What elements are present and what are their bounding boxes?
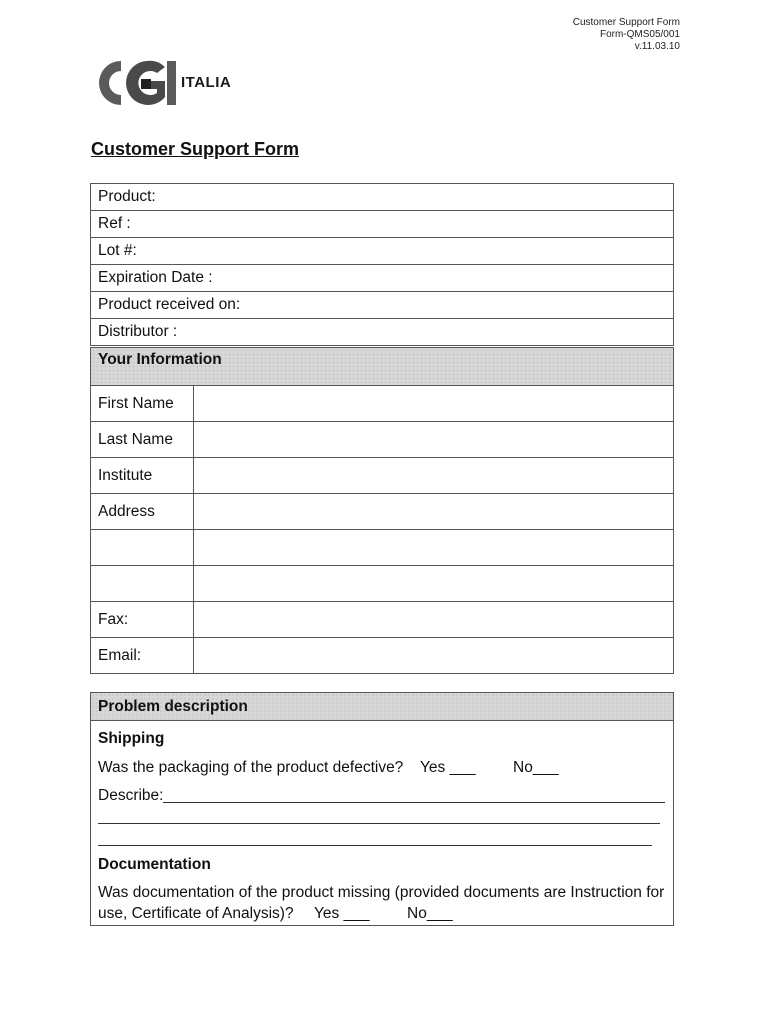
fax-input[interactable] [194,602,674,638]
first-name-input[interactable] [194,386,674,422]
institute-input[interactable] [194,458,674,494]
product-field[interactable]: Product: [91,184,674,211]
documentation-no-option[interactable]: No___ [407,905,453,922]
shipping-yes-option[interactable]: Yes ___ [420,759,476,776]
documentation-question-line-2: use, Certificate of Analysis)? [98,905,294,922]
problem-description-section [90,692,674,926]
form-version-label: v.11.03.10 [634,41,680,52]
form-header-meta [460,17,680,53]
documentation-heading: Documentation [98,856,211,873]
form-name-label: Customer Support Form [572,17,680,28]
documentation-yes-option[interactable]: Yes ___ [314,905,370,922]
email-label: Email: [91,638,194,674]
form-code-label: Form-QMS05/001 [599,29,680,40]
address-input-line-2[interactable] [194,530,674,566]
product-received-field[interactable]: Product received on: [91,292,674,319]
distributor-field[interactable]: Distributor : [91,319,674,346]
describe-line-3[interactable] [98,845,652,846]
first-name-label: First Name [91,386,194,422]
logo-wordmark: ITALIA [181,74,232,91]
address-input-line-3[interactable] [194,566,674,602]
email-input[interactable] [194,638,674,674]
address-input[interactable] [194,494,674,530]
page-title: Customer Support Form [91,139,300,159]
lot-field[interactable]: Lot #: [91,238,674,265]
institute-label: Institute [91,458,194,494]
your-information-heading: Your Information [91,348,674,386]
problem-description-heading: Problem description [91,693,673,721]
shipping-no-option[interactable]: No___ [513,759,559,776]
product-details-table [90,183,674,346]
last-name-label: Last Name [91,422,194,458]
fax-label: Fax: [91,602,194,638]
describe-label: Describe: [98,787,164,804]
shipping-question: Was the packaging of the product defective? [98,759,404,776]
blank-label-2 [91,566,194,602]
address-label: Address [91,494,194,530]
describe-line-2[interactable] [98,823,660,824]
describe-line-1[interactable] [163,802,665,803]
ref-field[interactable]: Ref : [91,211,674,238]
your-information-table [90,347,674,674]
expiration-date-field[interactable]: Expiration Date : [91,265,674,292]
documentation-question-line-1: Was documentation of the product missing (provided documents are Instruction for [98,884,665,901]
last-name-input[interactable] [194,422,674,458]
blank-label-1 [91,530,194,566]
shipping-heading: Shipping [98,730,165,747]
